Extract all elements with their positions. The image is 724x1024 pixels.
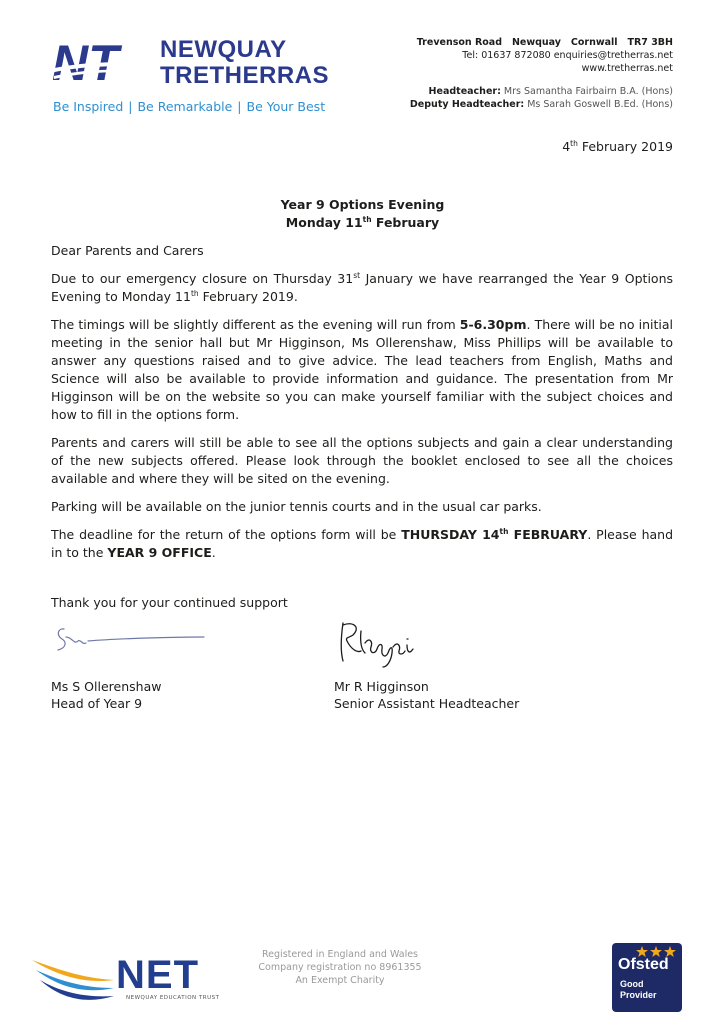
school-name-line2: TRETHERRAS (160, 62, 330, 89)
deputy-headteacher-line (410, 98, 673, 111)
registration-info (250, 948, 430, 987)
signatory-higginson (334, 678, 519, 712)
letter-date: 4th February 2019 (562, 138, 673, 154)
street-address: Trevenson Road Newquay Cornwall TR7 3BH (416, 37, 673, 48)
nt-logo-mark-icon (50, 32, 160, 94)
signatory-name: Mr R Higginson (334, 679, 429, 694)
ofsted-wordmark: Ofsted (618, 956, 669, 973)
signature-higginson-icon (335, 615, 425, 670)
paragraph-timings: The timings will be slightly different as the evening will run from 5-6.30pm. There will be no initial meeting in the senior hall but Mr Higginson, Ms Ollerenshaw, Miss Phillips will be available to answer any questions raised and to give advice. The lead teachers from English, Maths and Science will also be available to provide information and guidance. The presentation from Mr Higginson will be on the website so you can make yourself familiar with the subject choices and how to fill in the options form. (51, 317, 673, 422)
net-subtitle: NEWQUAY EDUCATION TRUST (126, 995, 220, 1001)
registration-line: An Exempt Charity (295, 975, 385, 986)
headteacher-name: Mrs Samantha Fairbairn B.A. (Hons) (503, 86, 673, 97)
headteacher-line (410, 85, 673, 98)
signatory-name: Ms S Ollerenshaw (51, 679, 162, 694)
net-trust-logo (30, 950, 230, 1010)
salutation: Dear Parents and Carers (51, 243, 204, 258)
headteacher-label: Headteacher: (428, 86, 501, 97)
school-name-line1: NEWQUAY (160, 36, 287, 63)
tagline-item: Be Inspired (53, 99, 124, 114)
letter-title (50, 196, 675, 232)
school-address-block (410, 36, 673, 111)
registration-line: Registered in England and Wales (262, 949, 418, 960)
ofsted-grade: Good Provider (620, 979, 657, 1000)
tagline-item: Be Your Best (246, 99, 326, 114)
paragraph-closure-notice: Due to our emergency closure on Thursday 31st January we have rearranged the Year 9 Options Evening to Monday 11th February 2019. (51, 270, 674, 304)
paragraph-subjects: Parents and carers will still be able to see all the options subjects and gain a clear understanding of the new subjects offered. Please look through the booklet enclosed to see all the choices available and where they will be sited on the evening. (51, 435, 673, 486)
ofsted-badge (612, 943, 682, 1012)
school-logo (50, 32, 340, 122)
title-line1: Year 9 Options Evening (280, 197, 445, 212)
school-tagline (53, 99, 325, 114)
signatory-ollerenshaw (51, 678, 161, 712)
contact-line: Tel: 01637 872080 enquiries@tretherras.net (462, 50, 673, 61)
paragraph-deadline: The deadline for the return of the options form will be THURSDAY 14th FEBRUARY. Please hand in to the YEAR 9 OFFICE. (51, 526, 674, 560)
net-wordmark: NET (116, 953, 199, 997)
paragraph-parking: Parking will be available on the junior tennis courts and in the usual car parks. (51, 499, 542, 514)
registration-line: Company registration no 8961355 (258, 962, 422, 973)
net-swoosh-icon (30, 950, 120, 1010)
school-name (160, 37, 329, 89)
title-line2: Monday 11th February (285, 214, 440, 230)
deputy-label: Deputy Headteacher: (409, 99, 525, 110)
tagline-separator: | (237, 99, 242, 114)
closing-line: Thank you for your continued support (51, 595, 288, 610)
logo-mark-letters: NT (52, 35, 119, 91)
tagline-separator: | (128, 99, 133, 114)
signatory-role: Senior Assistant Headteacher (334, 696, 520, 711)
letter-body (51, 242, 673, 572)
tagline-item: Be Remarkable (137, 99, 233, 114)
signature-ollerenshaw-icon (52, 615, 212, 660)
signatory-role: Head of Year 9 (51, 696, 143, 711)
deputy-name: Ms Sarah Goswell B.Ed. (Hons) (527, 99, 673, 110)
website: www.tretherras.net (581, 63, 673, 74)
